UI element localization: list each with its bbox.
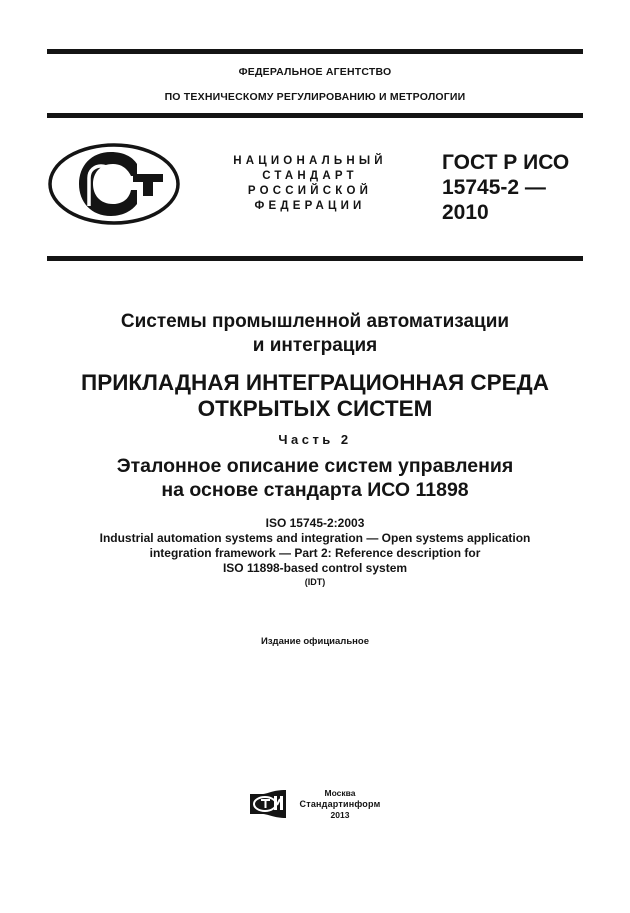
agency-name-line1: ФЕДЕРАЛЬНОЕ АГЕНТСТВО: [238, 66, 392, 78]
main-title-line: ПРИКЛАДНАЯ ИНТЕГРАЦИОННАЯ СРЕДА: [81, 370, 549, 395]
top-rule: [47, 49, 583, 54]
national-standard-caption: [212, 154, 408, 214]
part-title-line: на основе стандарта ИСО 11898: [161, 479, 469, 501]
iso-reference: [0, 516, 630, 588]
rst-certification-mark-icon: [47, 142, 183, 228]
group-title: [0, 310, 630, 358]
publisher-imprint: [298, 788, 382, 821]
main-title: [0, 370, 630, 422]
equivalence-marker: (IDT): [304, 577, 326, 587]
group-title-line: и интеграция: [252, 335, 378, 356]
iso-title-line: Industrial automation systems and integration — Open systems application: [99, 531, 531, 545]
caption-line: ФЕДЕРАЦИИ: [254, 200, 366, 212]
iso-number: ISO 15745-2:2003: [265, 516, 365, 530]
part-title-line: Эталонное описание систем управления: [116, 455, 514, 477]
agency-name-line2: ПО ТЕХНИЧЕСКОМУ РЕГУЛИРОВАНИЮ И МЕТРОЛОГИИ: [164, 91, 466, 103]
group-title-line: Системы промышленной автоматизации: [120, 311, 510, 332]
standard-code-line: ГОСТ Р ИСО: [442, 151, 570, 174]
caption-line: СТАНДАРТ: [262, 170, 358, 182]
title-rule: [47, 256, 583, 261]
standard-code: [442, 150, 569, 225]
publisher-name: Стандартинформ: [299, 799, 381, 809]
standard-code-line: 2010: [442, 201, 489, 224]
edition-label: Издание официальное: [261, 636, 369, 647]
standartinform-logo-icon: [248, 788, 288, 820]
header-rule: [47, 113, 583, 118]
caption-line: РОССИЙСКОЙ: [247, 185, 373, 197]
iso-title-line: ISO 11898-based control system: [222, 561, 408, 575]
publisher-city: Москва: [324, 788, 356, 798]
main-title-line: ОТКРЫТЫХ СИСТЕМ: [197, 396, 433, 421]
publication-year: 2013: [330, 810, 350, 820]
standard-code-line: 15745-2 —: [442, 176, 546, 199]
iso-title-line: integration framework — Part 2: Reference description for: [149, 546, 481, 560]
part-title: [0, 454, 630, 502]
part-number: Часть 2: [278, 432, 352, 447]
caption-line: НАЦИОНАЛЬНЫЙ: [233, 155, 387, 167]
